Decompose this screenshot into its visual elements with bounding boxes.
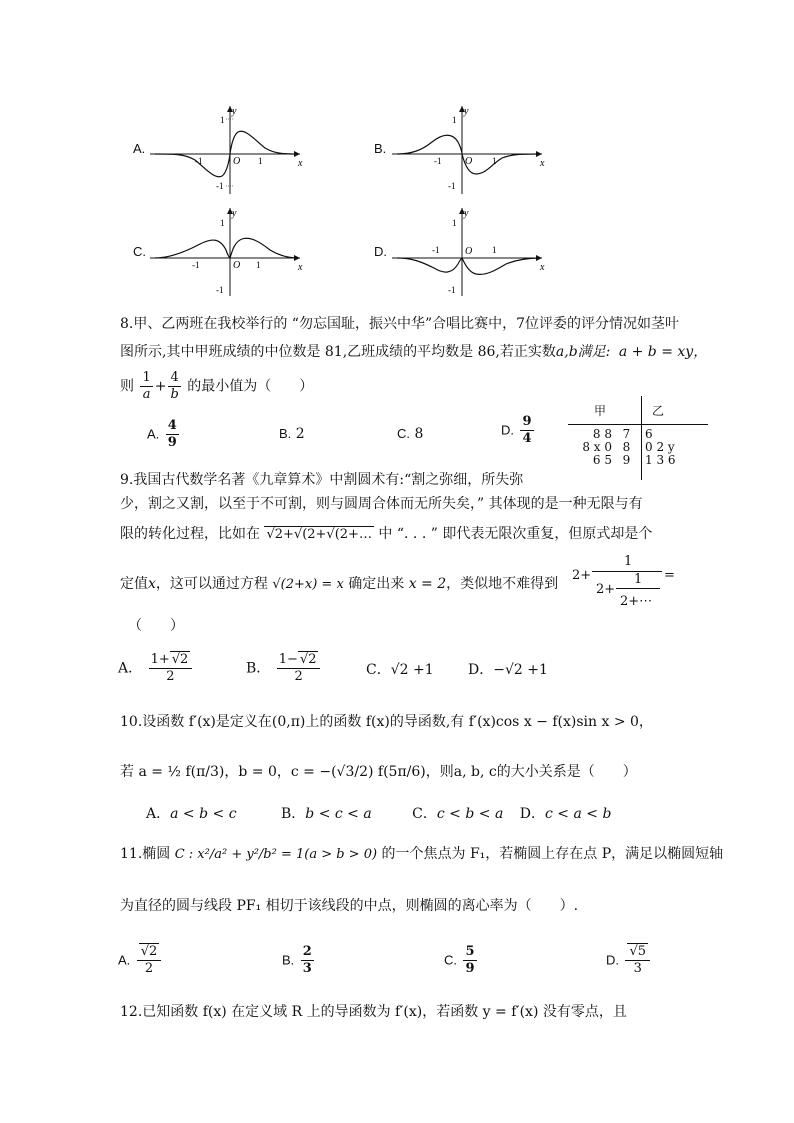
cf-term-3: 2+⋯: [620, 594, 653, 609]
q9-continued-fraction: [572, 552, 675, 616]
option-label: A.: [118, 952, 131, 968]
option-label: B．: [246, 660, 271, 677]
q10-line1: [120, 712, 653, 732]
q9-line4-c: 确定出来: [348, 576, 405, 592]
option-fraction: $\frac{5}{9}$: [465, 944, 475, 976]
frac-numerator: 9: [522, 414, 532, 429]
option-fraction: $\frac{2}{3}$: [302, 944, 312, 976]
q7-option-b-label: B.: [374, 141, 387, 156]
q9-option-c: [366, 660, 434, 680]
q9-equation-2: x = 2: [408, 576, 447, 592]
frac-numerator: 1: [142, 370, 151, 385]
stem-leaf-head-left: 甲: [594, 404, 607, 418]
option-label: B.: [282, 952, 295, 968]
option-label: D．: [519, 806, 545, 822]
x-axis-label: x: [298, 158, 303, 169]
leaf-left: 8 x 0: [582, 440, 612, 454]
frac-denominator: 9: [167, 435, 177, 450]
q12-line1: 12.已知函数 f(x) 在定义域 R 上的导函数为 f′(x)，若函数 y = f′(x) 没有零点，且: [120, 1004, 627, 1020]
leaf-right: 6: [645, 427, 653, 441]
option-fraction: $\frac{1+ √2}{2}$: [149, 652, 193, 685]
cf-equals: =: [664, 568, 675, 583]
q9-answer-paren: （ ）: [128, 618, 184, 634]
q9-option-d: [468, 660, 548, 680]
q8-condition: a + b = xy，: [618, 344, 708, 360]
y-axis-label: y: [232, 106, 237, 117]
stem-leaf-row: [568, 441, 708, 454]
x-tick-1: 1: [492, 245, 497, 255]
leaf-left: 6 5: [592, 453, 612, 467]
cf-numerator-2: 1: [634, 572, 643, 587]
leaf-right: 0 2 y: [645, 440, 675, 454]
x-tick-1: 1: [492, 156, 497, 166]
cf-term-2: 2+: [596, 582, 616, 597]
cf-term-1: 2+: [572, 568, 592, 583]
frac-numerator: 4: [168, 370, 180, 387]
q11-ellipse-equation: C : x²/a² + y²/b² = 1(a > b > 0): [174, 847, 378, 862]
option-label: A．: [146, 806, 171, 822]
q8-option-b: [279, 424, 305, 444]
origin-label: O: [233, 260, 241, 271]
x-tick-neg1: -1: [434, 156, 442, 166]
x-tick-neg1: -1: [192, 260, 200, 270]
x-axis-label: x: [540, 262, 545, 273]
option-fraction: $\frac{√5}{3}$: [625, 944, 650, 977]
q10-options: [146, 804, 611, 824]
y-tick-1: 1: [220, 218, 225, 228]
plus-sign: +: [154, 378, 167, 395]
option-label: D.: [606, 952, 619, 968]
q7-option-a-label: A.: [133, 141, 146, 156]
q7-option-a-graph: [150, 104, 310, 196]
q8-line3-prefix: 则: [120, 378, 134, 395]
q9-line4-x: x: [148, 576, 156, 592]
option-label: C．: [412, 806, 437, 822]
q9-line4-a: 定值: [120, 576, 148, 592]
leaf-left: 8 8: [592, 427, 612, 441]
q8-line1: 8.甲、乙两班在我校举行的 “勿忘国耻，振兴中华”合唱比赛中，7位评委的评分情况如茎叶: [120, 316, 680, 332]
option-label: C.: [397, 426, 410, 441]
q8-line3-suffix: 的最小值为（ ）: [187, 378, 314, 395]
cf-numerator-1: 1: [624, 554, 633, 569]
y-tick-neg1: -1: [216, 181, 224, 191]
frac-denominator: a: [142, 387, 151, 402]
origin-label: O: [465, 246, 473, 257]
q8-line2-vars: a,b满足:: [555, 344, 611, 360]
q8-option-a: [147, 418, 181, 451]
y-axis-label: y: [464, 208, 469, 219]
q11-line1-text: 的一个焦点为 F₁，若椭圆上存在点 P，满足以椭圆短轴: [381, 846, 724, 862]
y-tick-1: 1: [452, 115, 457, 125]
q8-line2: [120, 342, 707, 362]
y-tick-neg1: -1: [216, 285, 224, 295]
option-value: 2: [295, 426, 305, 442]
q8-option-c: [397, 424, 423, 444]
option-label: D．: [468, 662, 494, 678]
option-fraction: $\frac{√2}{2}$: [137, 944, 162, 977]
option-label: B.: [279, 426, 292, 441]
stem: 7: [622, 427, 631, 441]
option-fraction: [520, 414, 533, 447]
y-axis-label: y: [232, 208, 237, 219]
frac-denominator: b: [170, 387, 179, 402]
x-tick-neg1: -1: [432, 245, 440, 255]
q9-line4-b: ，这可以通过方程: [155, 576, 268, 592]
q9-line1: 9.我国古代数学名著《九章算术》中割圆术有:“割之弥细，所失弥: [120, 472, 524, 488]
y-axis-label: y: [464, 106, 469, 117]
stem-leaf-row: [568, 454, 708, 467]
y-tick-neg1: -1: [448, 285, 456, 295]
q11-option-d: [606, 944, 652, 977]
frac-denominator: 4: [522, 431, 532, 446]
q9-line3-prefix: 限的转化过程，比如在: [120, 526, 260, 542]
q10-line2: 若 a = ½ f(π/3)，b = 0，c = −(√3/2) f(5π/6)，则a, b, c的大小关系是（ ）: [120, 764, 637, 780]
q11-option-a: [118, 944, 163, 977]
option-value: a < b < c: [170, 806, 237, 822]
q11-option-c: [444, 944, 479, 977]
q10-line1-text: f′(x)是定义在(0,π)上的函数 f(x)的导函数,有 f′(x)cos x − f(x)sin x > 0，: [188, 714, 653, 730]
q7-option-c-label: C.: [133, 244, 146, 259]
option-fraction: $\frac{1- √2}{2}$: [277, 652, 321, 685]
q9-line4: [120, 574, 558, 595]
q9-line3-suffix: 中 “. . . ” 即代表无限次重复，但原式却是个: [378, 526, 653, 542]
origin-label: O: [465, 156, 473, 167]
y-tick-1: 1: [452, 218, 457, 228]
y-tick-1: 1: [220, 115, 225, 125]
nested-radical-text: 2+√(2+√(2+…: [274, 527, 372, 542]
option-label: C．: [366, 662, 391, 678]
q11-line1-prefix: 11.椭圆: [120, 846, 171, 862]
q7-option-c-graph: [150, 206, 310, 298]
x-tick-neg1: -1: [195, 156, 203, 166]
option-label: A.: [147, 426, 160, 442]
q7-option-d-label: D.: [374, 244, 387, 259]
q9-line3: [120, 524, 652, 545]
q9-option-b: [246, 652, 322, 685]
q9-nested-radical: √2+√(2+√(2+…: [266, 527, 372, 542]
x-tick-1: 1: [256, 260, 261, 270]
q7-option-b-graph: [392, 104, 552, 196]
option-value: −√2 +1: [493, 662, 548, 678]
q9-line4-d: ，类似地不难得到: [446, 576, 559, 592]
x-axis-label: x: [298, 262, 303, 273]
q9-equation: √(2+x) = x: [272, 577, 344, 592]
q8-line2-text: 图所示,其中甲班成绩的中位数是 81,乙班成绩的平均数是 86,若正实数: [120, 344, 556, 360]
stem-leaf-rows: [568, 428, 708, 467]
q8-frac-1-over-a: [140, 370, 152, 403]
q8-stem-leaf-plot: [568, 396, 708, 480]
option-value: b < c < a: [305, 806, 372, 822]
stem: 9: [622, 453, 631, 467]
option-value: c < a < b: [545, 806, 612, 822]
q7-option-d-graph: [392, 206, 552, 298]
origin-label: O: [233, 156, 241, 167]
option-value: √2 +1: [390, 662, 434, 678]
stem-leaf-head-right: 乙: [652, 404, 665, 418]
option-label: D.: [501, 422, 514, 438]
q8-line3: [120, 370, 313, 403]
leaf-right: 1 3 6: [645, 453, 676, 467]
x-tick-1: 1: [258, 156, 263, 166]
option-label: C.: [444, 952, 457, 968]
q9-option-a: [118, 652, 194, 685]
q8-frac-4-over-b: [168, 370, 180, 403]
stem: 8: [622, 440, 631, 454]
q8-option-d: [501, 414, 536, 447]
q11-line1: [120, 844, 723, 865]
option-fraction: [166, 418, 179, 451]
q11-option-b: [282, 944, 316, 977]
option-value: c < b < a: [436, 806, 504, 822]
q10-line1-prefix: 10.设函数: [120, 714, 185, 730]
option-label: A．: [118, 660, 143, 677]
y-tick-neg1: -1: [448, 181, 456, 191]
q9-line2: 少，割之又割，以至于不可割，则与圆周合体而无所失矣，” 其体现的是一种无限与有: [120, 496, 643, 512]
option-value: 8: [414, 426, 424, 442]
frac-numerator: 4: [167, 418, 177, 433]
option-label: B．: [281, 806, 306, 822]
q11-line2: 为直径的圆与线段 PF₁ 相切于该线段的中点，则椭圆的离心率为（ ）.: [120, 898, 579, 914]
x-axis-label: x: [540, 158, 545, 169]
